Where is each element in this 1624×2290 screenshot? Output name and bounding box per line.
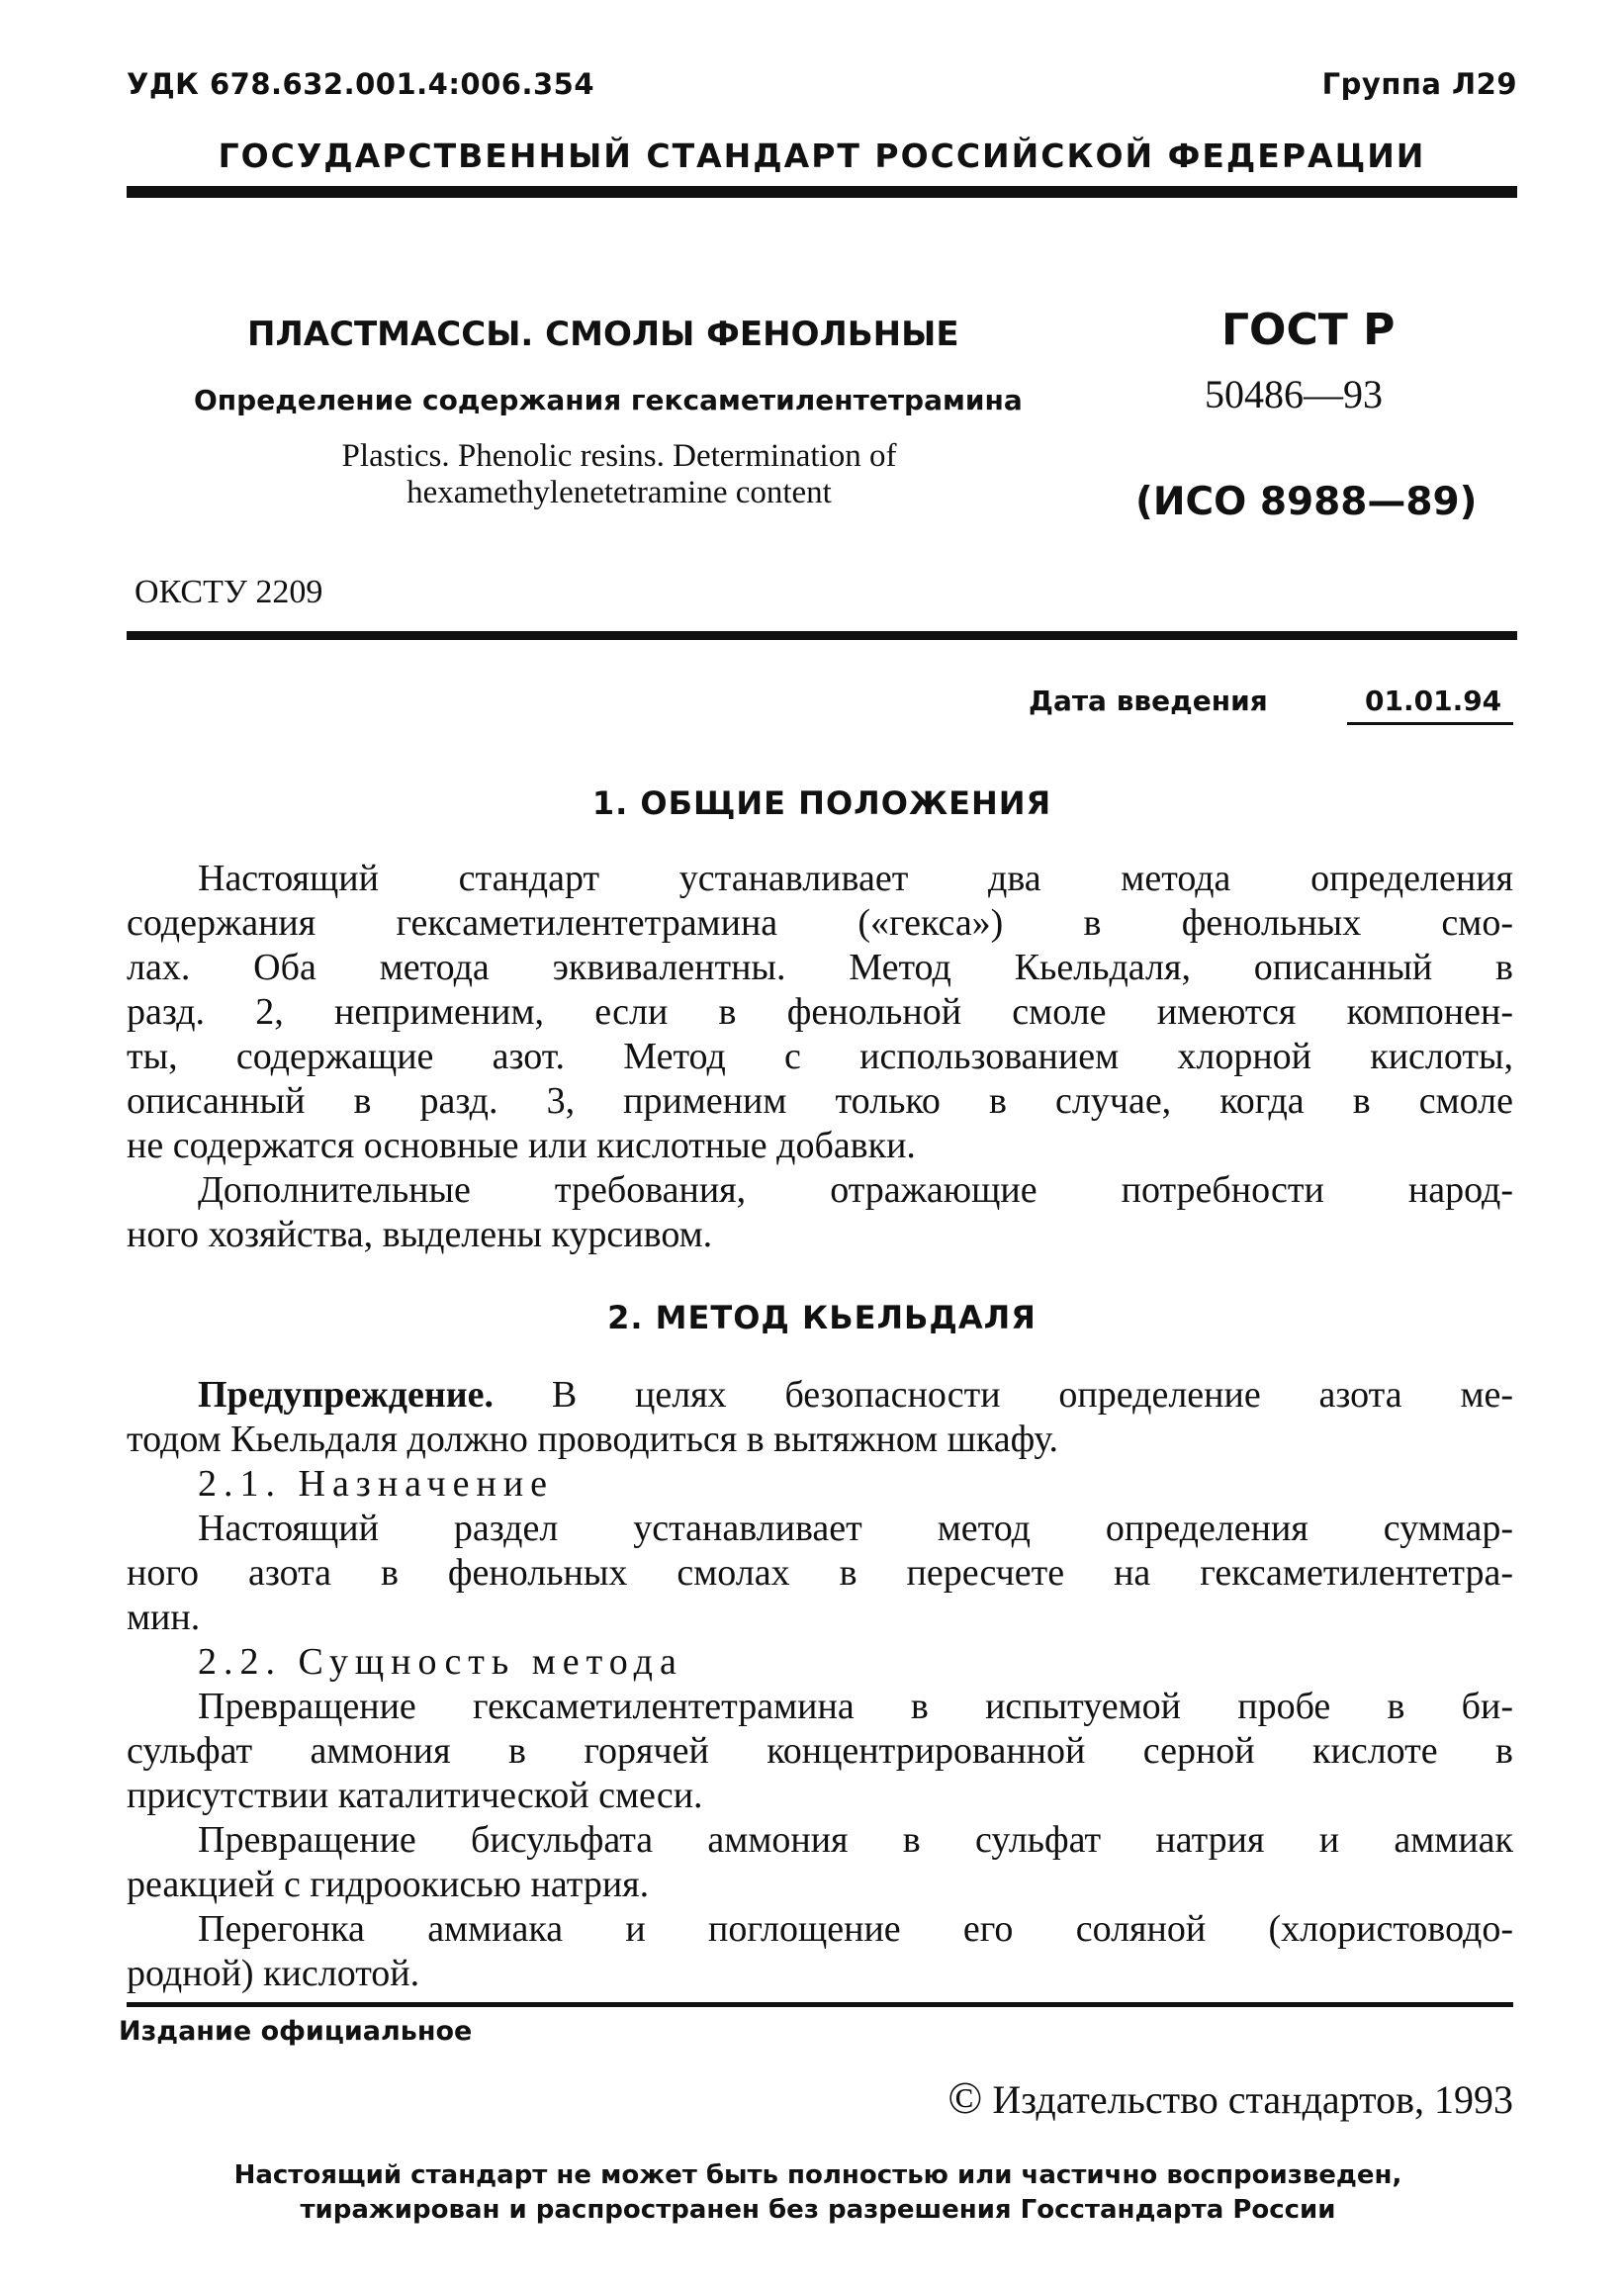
title-divider (127, 631, 1517, 640)
section1-paragraph1 (127, 857, 1513, 1168)
paragraph-line: Перегонка аммиака и поглощение его соляной (хлористоводо- (198, 1908, 1513, 1950)
paragraph-line: мин. (127, 1597, 201, 1638)
gost-number: 50486—93 (1205, 372, 1383, 416)
intro-date-label: Дата введения (1029, 685, 1268, 717)
subsection-2-1-heading: 2.1. Назначение (198, 1463, 555, 1505)
english-title-line: hexamethylenetetramine content (406, 475, 832, 510)
paragraph-line: не содержатся основные или кислотные добавки. (127, 1125, 916, 1166)
state-standard-heading: ГОСУДАРСТВЕННЫЙ СТАНДАРТ РОССИЙСКОЙ ФЕДЕРАЦИИ (218, 137, 1426, 175)
subsection-2-2-heading: 2.2. Сущность метода (198, 1641, 683, 1683)
document-title: ПЛАСТМАССЫ. СМОЛЫ ФЕНОЛЬНЫЕ (247, 315, 959, 354)
copyright-notice (947, 2071, 1513, 2124)
paragraph-line: родной) кислотой. (127, 1953, 420, 1994)
udk-code: УДК 678.632.001.4:006.354 (127, 67, 595, 101)
intro-date-value: 01.01.94 (1365, 685, 1502, 717)
paragraph-line: содержания гексаметилентетрамина («гекса») в фенольных смо- (127, 902, 1513, 944)
paragraph-line: Дополнительные требования, отражающие потребности народ- (198, 1169, 1513, 1211)
paragraph-line: разд. 2, неприменим, если в фенольной смоле имеются компонен- (127, 991, 1513, 1033)
notice-line: Настоящий стандарт не может быть полностью или частично воспроизведен, (233, 2160, 1402, 2190)
section2-heading: 2. МЕТОД КЬЕЛЬДАЛЯ (607, 1299, 1037, 1336)
paragraph-line: лах. Оба метода эквивалентны. Метод Кьельдаля, описанный в (127, 947, 1513, 988)
official-edition: Издание официальное (119, 2016, 473, 2047)
english-title (194, 438, 1044, 511)
subsection-2-1-paragraph (127, 1507, 1513, 1640)
paragraph-line: присутствии каталитической смеси. (127, 1775, 703, 1816)
footer-divider (127, 2002, 1513, 2007)
paragraph-line: Настоящий раздел устанавливает метод определения суммар- (198, 1508, 1513, 1549)
warning-text: В целях безопасности определение азота ме- (551, 1374, 1514, 1416)
group-code: Группа Л29 (1321, 67, 1517, 101)
paragraph-line: ного азота в фенольных смолах в пересчете на гексаметилентетра- (127, 1552, 1513, 1594)
paragraph-line: Превращение гексаметилентетрамина в испытуемой пробе в би- (198, 1686, 1513, 1727)
section1-heading: 1. ОБЩИЕ ПОЛОЖЕНИЯ (591, 784, 1052, 822)
paragraph-line: сульфат аммония в горячей концентрированной серной кислоте в (127, 1730, 1513, 1772)
warning-paragraph (127, 1373, 1513, 1462)
english-title-line: Plastics. Phenolic resins. Determination of (341, 438, 897, 474)
gost-label: ГОСТ Р (1221, 305, 1396, 355)
paragraph-line: реакцией с гидроокисью натрия. (127, 1864, 650, 1905)
subsection-2-2-paragraph1 (127, 1685, 1513, 1818)
paragraph-line: описанный в разд. 3, применим только в случае, когда в смоле (127, 1080, 1513, 1122)
paragraph-line (127, 1373, 1513, 1418)
notice-line: тиражирован и распространен без разрешения Госстандарта России (300, 2195, 1336, 2225)
section1-paragraph2 (127, 1168, 1513, 1257)
reproduction-notice (111, 2158, 1525, 2228)
subsection-2-2-paragraph2 (127, 1818, 1513, 1907)
copyright-icon: © (947, 2072, 983, 2123)
copyright-text: Издательство стандартов, 1993 (992, 2077, 1513, 2122)
intro-date-underline (1347, 722, 1513, 725)
paragraph-line: тодом Кьельдаля должно проводиться в вытяжном шкафу. (127, 1419, 1059, 1460)
paragraph-line: ного хозяйства, выделены курсивом. (127, 1214, 713, 1255)
paragraph-line: Настоящий стандарт устанавливает два метода определения (198, 858, 1513, 899)
paragraph-line: Превращение бисульфата аммония в сульфат натрия и аммиак (198, 1819, 1513, 1861)
document-subtitle: Определение содержания гексаметилентетрамина (194, 384, 1023, 416)
header-divider (127, 186, 1517, 198)
paragraph-line: ты, содержащие азот. Метод с использованием хлорной кислоты, (127, 1036, 1513, 1077)
subsection-2-2-paragraph3 (127, 1907, 1513, 1996)
iso-reference: (ИСО 8988—89) (1135, 480, 1478, 524)
warning-label: Предупреждение. (198, 1374, 494, 1416)
oksti-code: ОКСТУ 2209 (135, 574, 323, 610)
